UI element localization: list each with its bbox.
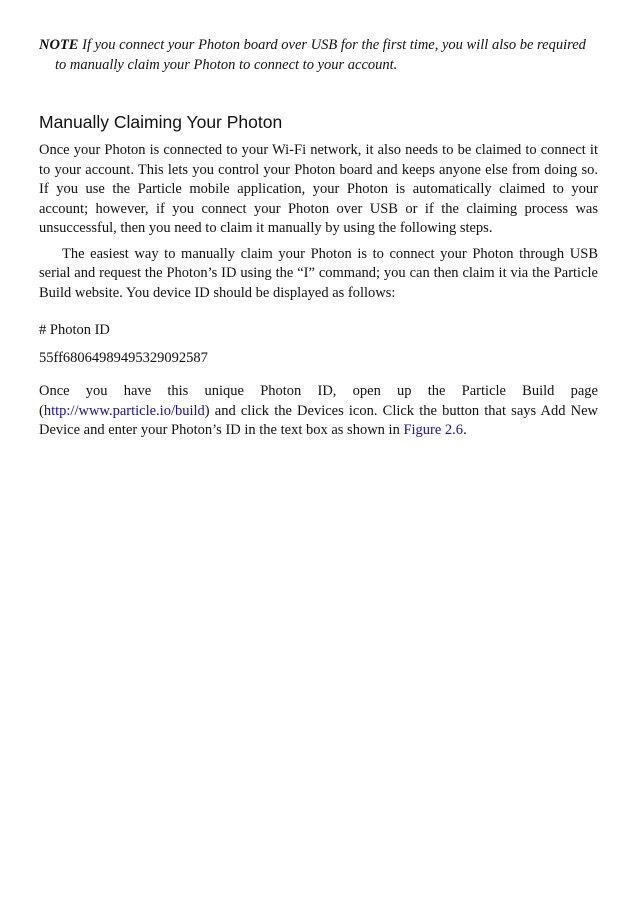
note-label: NOTE <box>39 37 79 53</box>
figure-reference-link[interactable]: Figure 2.6 <box>403 422 464 438</box>
particle-build-link[interactable]: http://www.particle.io/build <box>43 402 205 419</box>
code-comment-line: # Photon ID <box>39 322 110 338</box>
note-block <box>39 36 598 75</box>
section-heading: Manually Claiming Your Photon <box>39 112 283 132</box>
document-page <box>39 36 598 441</box>
paragraph-claim-steps: The easiest way to manually claim your Photon is to connect your Photon through USB serial and request the Photon’s ID using the “I” command; you can then claim it via the Particle Build website. You device ID should be displayed as follows: <box>39 245 598 301</box>
paragraph-particle-build <box>39 382 598 441</box>
paragraph-intro: Once your Photon is connected to your Wi-Fi network, it also needs to be claimed to connect it to your account. This lets you control your Photon board and keeps anyone else from doing so. If you use the Particle mobile application, your Photon is automatically claimed to your account; however, if you connect your Photon over USB or if the claiming process was unsuccessful, then you need to claim it manually by using the following steps. <box>39 142 598 236</box>
paragraph-text-end: . <box>463 422 467 438</box>
paragraph-text-middle: ) and click the Devices icon. Click the button that says Add New Device and enter your Photon’s ID in the text box as shown in <box>39 402 598 438</box>
note-text: If you connect your Photon board over USB for the first time, you will also be required to manually claim your Photon to connect to your account. <box>55 37 586 73</box>
paragraph-text-start: Once you have this unique Photon ID, open up the Particle Build page ( <box>39 383 598 419</box>
code-device-id-line: 55ff68064989495329092587 <box>39 349 208 366</box>
